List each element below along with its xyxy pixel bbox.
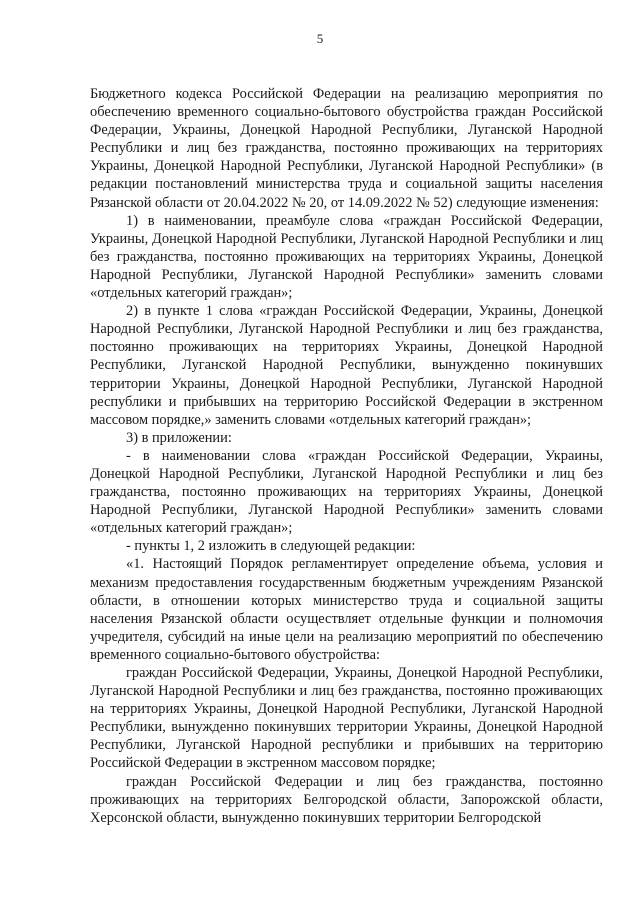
paragraph: Бюджетного кодекса Российской Федерации на реализацию мероприятия по обеспечению временного социально-бытового обустройства граждан Российской Федерации, Украины, Донецкой Народной Республики, Луганской Народной Республики и лиц без гражданства, постоянно проживающих на территориях Украины, Донецкой Народной Республики, Луганской Народной Республики» (в редакции постановлений министерства труда и социальной защиты населения Рязанской области от 20.04.2022 № 20, от 14.09.2022 № 52) следующие изменения:	[90, 86, 603, 211]
paragraph: - в наименовании слова «граждан Российской Федерации, Украины, Донецкой Народной Республики, Луганской Народной Республики и лиц без гражданства, постоянно проживающих на территориях Украины, Донецкой Народной Республики, Луганской Народной Республики» заменить словами «отдельных категорий граждан»;	[90, 447, 603, 537]
page-number: 5	[316, 31, 324, 46]
document-body	[90, 85, 603, 827]
paragraph: 2) в пункте 1 слова «граждан Российской Федерации, Украины, Донецкой Народной Республики, Луганской Народной Республики и лиц без гражданства, постоянно проживающих на территориях Украины, Донецкой Народной Республики, Луганской Народной Республики, вынужденно покинувших территории Украины, Донецкой Народной Республики, Луганской Народной республики и прибывших на территорию Российской Федерации в экстренном массовом порядке,» заменить словами «отдельных категорий граждан»;	[90, 303, 603, 428]
paragraph: 1) в наименовании, преамбуле слова «граждан Российской Федерации, Украины, Донецкой Народной Республики, Луганской Народной Республики и лиц без гражданства, постоянно проживающих на территориях Украины, Донецкой Народной Республики, Луганской Народной Республики» заменить словами «отдельных категорий граждан»;	[90, 212, 603, 302]
paragraph: «1. Настоящий Порядок регламентирует определение объема, условия и механизм предоставления государственным бюджетным учреждениям Рязанской области, в отношении которых министерство труда и социальной защиты населения Рязанской области осуществляет отдельные функции и полномочия учредителя, субсидий на иные цели на реализацию мероприятий по обеспечению временного социально-бытового обустройства:	[90, 556, 603, 663]
paragraph: граждан Российской Федерации и лиц без гражданства, постоянно проживающих на территориях Белгородской области, Запорожской области, Херсонской области, вынужденно покинувших территории Белгородской	[90, 773, 603, 826]
paragraph: 3) в приложении:	[126, 429, 232, 446]
paragraph: - пункты 1, 2 изложить в следующей редакции:	[126, 538, 416, 555]
paragraph: граждан Российской Федерации, Украины, Донецкой Народной Республики, Луганской Народной Республики и лиц без гражданства, постоянно проживающих на территориях Украины, Донецкой Народной Республики, Луганской Народной Республики, вынужденно покинувших территории Украины, Донецкой Народной Республики, Луганской Народной республики и прибывших на территорию Российской Федерации в экстренном массовом порядке;	[90, 665, 603, 772]
